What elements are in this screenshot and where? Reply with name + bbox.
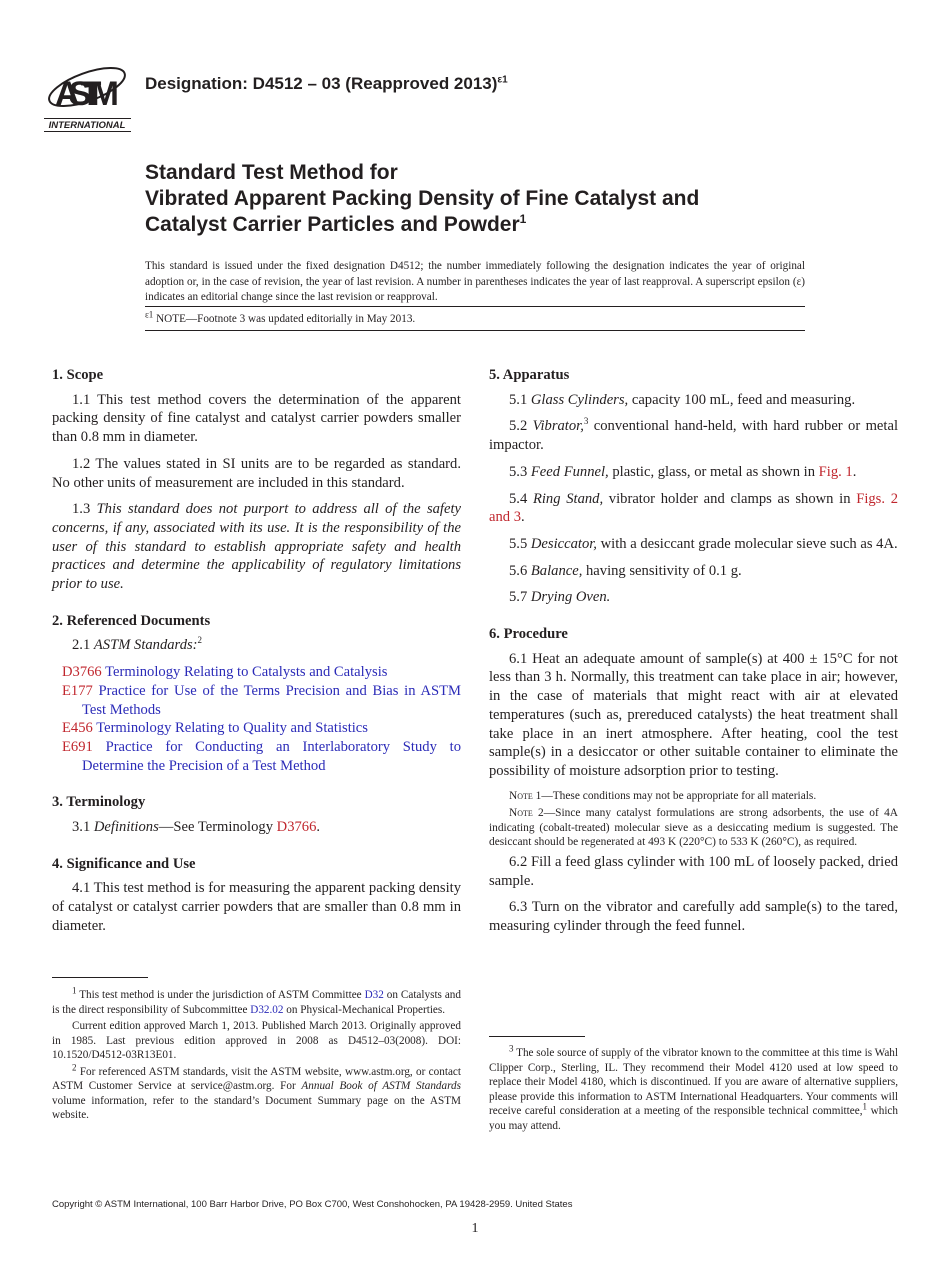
divider xyxy=(145,330,805,331)
reference-link[interactable]: E691 xyxy=(62,738,93,755)
reference-link[interactable]: E177 xyxy=(62,682,93,699)
footnote-marker: 3 xyxy=(583,416,589,427)
text-run: 1.3 xyxy=(72,501,97,518)
editorial-note: $^{\varepsilon 1}$ NOTE—Footnote 3 was updated editorially in May 2013. xyxy=(145,309,416,325)
text-run: Feed Funnel, xyxy=(530,463,609,480)
text-run: This standard does not purport to address all of the safety concerns, if any, associated with its use. It is the responsibility of the user of this standard to establish appropriate safety and health practices and determine the applicability of regulatory limitations prior to use. xyxy=(52,501,461,593)
paragraph xyxy=(489,898,898,935)
paragraph xyxy=(489,417,898,454)
note xyxy=(489,806,898,850)
text-run: . xyxy=(316,819,321,836)
reference-link[interactable]: Terminology Relating to Catalysts and Catalysis xyxy=(101,664,388,681)
text-run: 2—Since many catalyst formulations are strong adsorbents, the use of 4A indicating (cobalt-treated) molecular sieve as a desiccating medium is suggested. The desiccant should be regenerated at 493 K (220°C) to 533 K (260°C), as required. xyxy=(489,807,898,849)
text-run: Desiccator, xyxy=(530,535,597,552)
text-run: with a desiccant grade molecular sieve such as 4A. xyxy=(596,535,898,552)
paragraph xyxy=(52,879,461,935)
section-heading: 5. Apparatus xyxy=(489,367,570,383)
referenced-document xyxy=(52,663,461,682)
reference-link[interactable]: D3766 xyxy=(62,664,102,681)
divider xyxy=(145,306,805,307)
footnote xyxy=(489,1043,898,1133)
reference-link[interactable]: Terminology Relating to Quality and Statistics xyxy=(92,720,368,737)
footnote-marker: 3 xyxy=(509,1043,514,1054)
footnote xyxy=(52,1061,461,1123)
document-title: Standard Test Method for Vibrated Apparent Packing Density of Fine Catalyst and Catalyst Carrier Particles and Powder$^1$ xyxy=(145,161,700,236)
referenced-document xyxy=(52,719,461,738)
section xyxy=(52,612,461,776)
text-run: 1.1 This test method covers the determination of the apparent packing density of fine catalyst and catalyst carrier powders smaller than 0.8 mm in diameter. xyxy=(52,391,461,446)
paragraph xyxy=(52,500,461,594)
section-heading: 2. Referenced Documents xyxy=(52,612,211,629)
text-run: 5.7 xyxy=(509,589,531,606)
footnotes-left xyxy=(52,985,461,1125)
referenced-document xyxy=(52,738,461,775)
footnotes-right xyxy=(489,1043,898,1135)
text-run: 5.2 xyxy=(509,418,533,435)
footnote-marker: 1 xyxy=(72,985,77,996)
section-heading: 3. Terminology xyxy=(52,794,146,811)
paragraph xyxy=(489,463,898,482)
section xyxy=(52,855,461,936)
reference-link[interactable]: Practice for Use of the Terms Precision and Bias in ASTM Test Methods xyxy=(82,682,461,718)
text-run: 6.2 Fill a feed glass cylinder with 100 mL of loosely packed, dried sample. xyxy=(489,854,898,889)
text-run: plastic, glass, or metal as shown in xyxy=(608,463,819,480)
text-run: Drying Oven. xyxy=(530,589,611,606)
designation: Designation: D4512 – 03 (Reapproved 2013)$^{\varepsilon 1}$ xyxy=(145,74,508,93)
text-run: 6.1 Heat an adequate amount of sample(s) at 400 ± 15°C for not less than 3 h. Normally, this treatment can take place in air; however, in the case of materials that might react with air at elevated temperatures (such as, prereduced catalysts) the heat treatment shall take place in an inert atmosphere. After heating, cool the test sample(s) in a desiccator or other suitable container to eliminate the possibility of moisture adsorption prior to testing. xyxy=(489,650,898,779)
footnote xyxy=(52,985,461,1017)
text-run: volume information, refer to the standard’s Document Summary page on the ASTM website. xyxy=(52,1094,461,1121)
paragraph xyxy=(489,391,898,410)
text-run: which you may attend. xyxy=(489,1105,898,1132)
reference-link[interactable]: D3766 xyxy=(276,819,317,836)
text-run: The sole source of supply of the vibrator known to the committee at this time is Wahl Clipper Corp., Sterling, IL. They recommend their Model 4120 used at low speed to replace their Model 4180, which is discontinued. If you are aware of alternative suppliers, please provide this information to ASTM International Headquarters. Your comments will receive careful consideration at a meeting of the responsible technical committee, xyxy=(489,1047,898,1117)
text-run: 5.4 xyxy=(509,490,533,507)
text-run: . xyxy=(852,463,857,480)
text-run: Glass Cylinders, xyxy=(530,391,629,408)
paragraph xyxy=(52,818,461,837)
text-run: 5.5 xyxy=(509,535,531,552)
footnote xyxy=(52,1019,461,1063)
svg-text:INTERNATIONAL: INTERNATIONAL xyxy=(48,120,126,131)
section-heading: 6. Procedure xyxy=(489,626,568,643)
issuance-statement: This standard is issued under the fixed designation D4512; the number immediately following the designation indicates the year of original adoption or, in the case of revision, the year of last revision. A number in parentheses indicates the year of last reapproval. A superscript epsilon (ε) indicates an editorial change since the last revision or reapproval. xyxy=(145,260,805,303)
note xyxy=(489,789,898,804)
reference-link[interactable]: Figs. 2 and 3 xyxy=(489,490,898,526)
paragraph xyxy=(489,853,898,890)
text-run: . xyxy=(521,509,525,526)
paragraph xyxy=(489,562,898,581)
text-run: vibrator holder and clamps as shown in xyxy=(603,490,857,507)
text-run: having sensitivity of 0.1 g. xyxy=(582,562,742,579)
svg-text:ASTM: ASTM xyxy=(55,75,119,113)
text-run: 1.2 The values stated in SI units are to be regarded as standard. No other units of measurement are included in this standard. xyxy=(52,455,461,491)
paragraph xyxy=(489,588,898,607)
paragraph xyxy=(489,650,898,781)
paragraph xyxy=(52,391,461,447)
right-column xyxy=(489,366,898,954)
footnote-marker: 1 xyxy=(862,1101,867,1112)
text-run: Ring Stand, xyxy=(532,490,604,507)
text-run: on Physical-Mechanical Properties. xyxy=(283,1003,446,1016)
text-run: Annual Book of ASTM Standards xyxy=(301,1080,461,1092)
text-run: 5.3 xyxy=(509,463,531,480)
reference-link[interactable]: Fig. 1 xyxy=(818,463,853,480)
text-run: 2.1 xyxy=(72,637,94,654)
text-run: 5.6 xyxy=(509,562,531,579)
text-run: 6.3 Turn on the vibrator and carefully add sample(s) to the tared, measuring cylinder through the feed funnel. xyxy=(489,899,898,935)
copyright: Copyright © ASTM International, 100 Barr Harbor Drive, PO Box C700, West Conshohocken, PA 19428-2959. United States xyxy=(52,1199,573,1210)
paragraph xyxy=(52,636,461,655)
reference-link[interactable]: D32 xyxy=(364,989,384,1001)
text-run: ASTM Standards: xyxy=(93,637,198,654)
footnote-marker: 2 xyxy=(197,635,203,646)
section xyxy=(489,366,898,607)
text-run: 4.1 This test method is for measuring the apparent packing density of catalyst or catalyst carrier powders that are smaller than 0.8 mm in diameter. xyxy=(52,880,461,934)
paragraph xyxy=(52,455,461,492)
text-run: conventional hand-held, with hard rubber or metal impactor. xyxy=(489,418,898,454)
footnote-divider xyxy=(489,1036,585,1037)
footnote-divider xyxy=(52,977,148,978)
footnote-marker: 2 xyxy=(72,1061,77,1072)
text-run: capacity 100 mL, feed and measuring. xyxy=(628,391,856,408)
referenced-document xyxy=(52,682,461,719)
reference-link[interactable]: E456 xyxy=(62,720,93,737)
text-run: For referenced ASTM standards, visit the ASTM website, www.astm.org, or contact ASTM Customer Service at service@astm.org. For xyxy=(52,1065,461,1092)
reference-link[interactable]: Practice for Conducting an Interlaboratory Study to Determine the Precision of a Test Method xyxy=(82,738,461,774)
paragraph xyxy=(489,535,898,554)
paragraph xyxy=(489,490,898,527)
text-run: 5.1 xyxy=(509,391,531,408)
text-run: on Catalysts and is the direct responsibility of Subcommittee xyxy=(52,989,461,1016)
page-number: 1 xyxy=(471,1221,479,1236)
text-run: Balance, xyxy=(530,562,583,579)
section xyxy=(489,625,898,936)
text-run: Vibrator, xyxy=(532,418,584,435)
text-run: —See Terminology xyxy=(158,819,277,836)
section-heading: 4. Significance and Use xyxy=(52,855,196,872)
astm-logo xyxy=(40,55,135,135)
text-run: This test method is under the jurisdiction of ASTM Committee xyxy=(76,989,365,1001)
section xyxy=(52,793,461,836)
text-run: Note xyxy=(509,807,533,820)
text-run: Definitions xyxy=(93,819,159,836)
section-heading: 1. Scope xyxy=(52,367,104,383)
reference-link[interactable]: D32.02 xyxy=(250,1003,284,1016)
text-run: 1—These conditions may not be appropriate for all materials. xyxy=(532,789,817,802)
section xyxy=(52,366,461,594)
text-run: 3.1 xyxy=(72,819,94,836)
left-column xyxy=(52,366,461,954)
text-run: Current edition approved March 1, 2013. Published March 2013. Originally approved in 1985. Last previous edition approved in 2008 as D4512–03(2008). DOI: 10.1520/D4512-03R13E01. xyxy=(52,1020,461,1061)
text-run: Note xyxy=(509,789,533,802)
